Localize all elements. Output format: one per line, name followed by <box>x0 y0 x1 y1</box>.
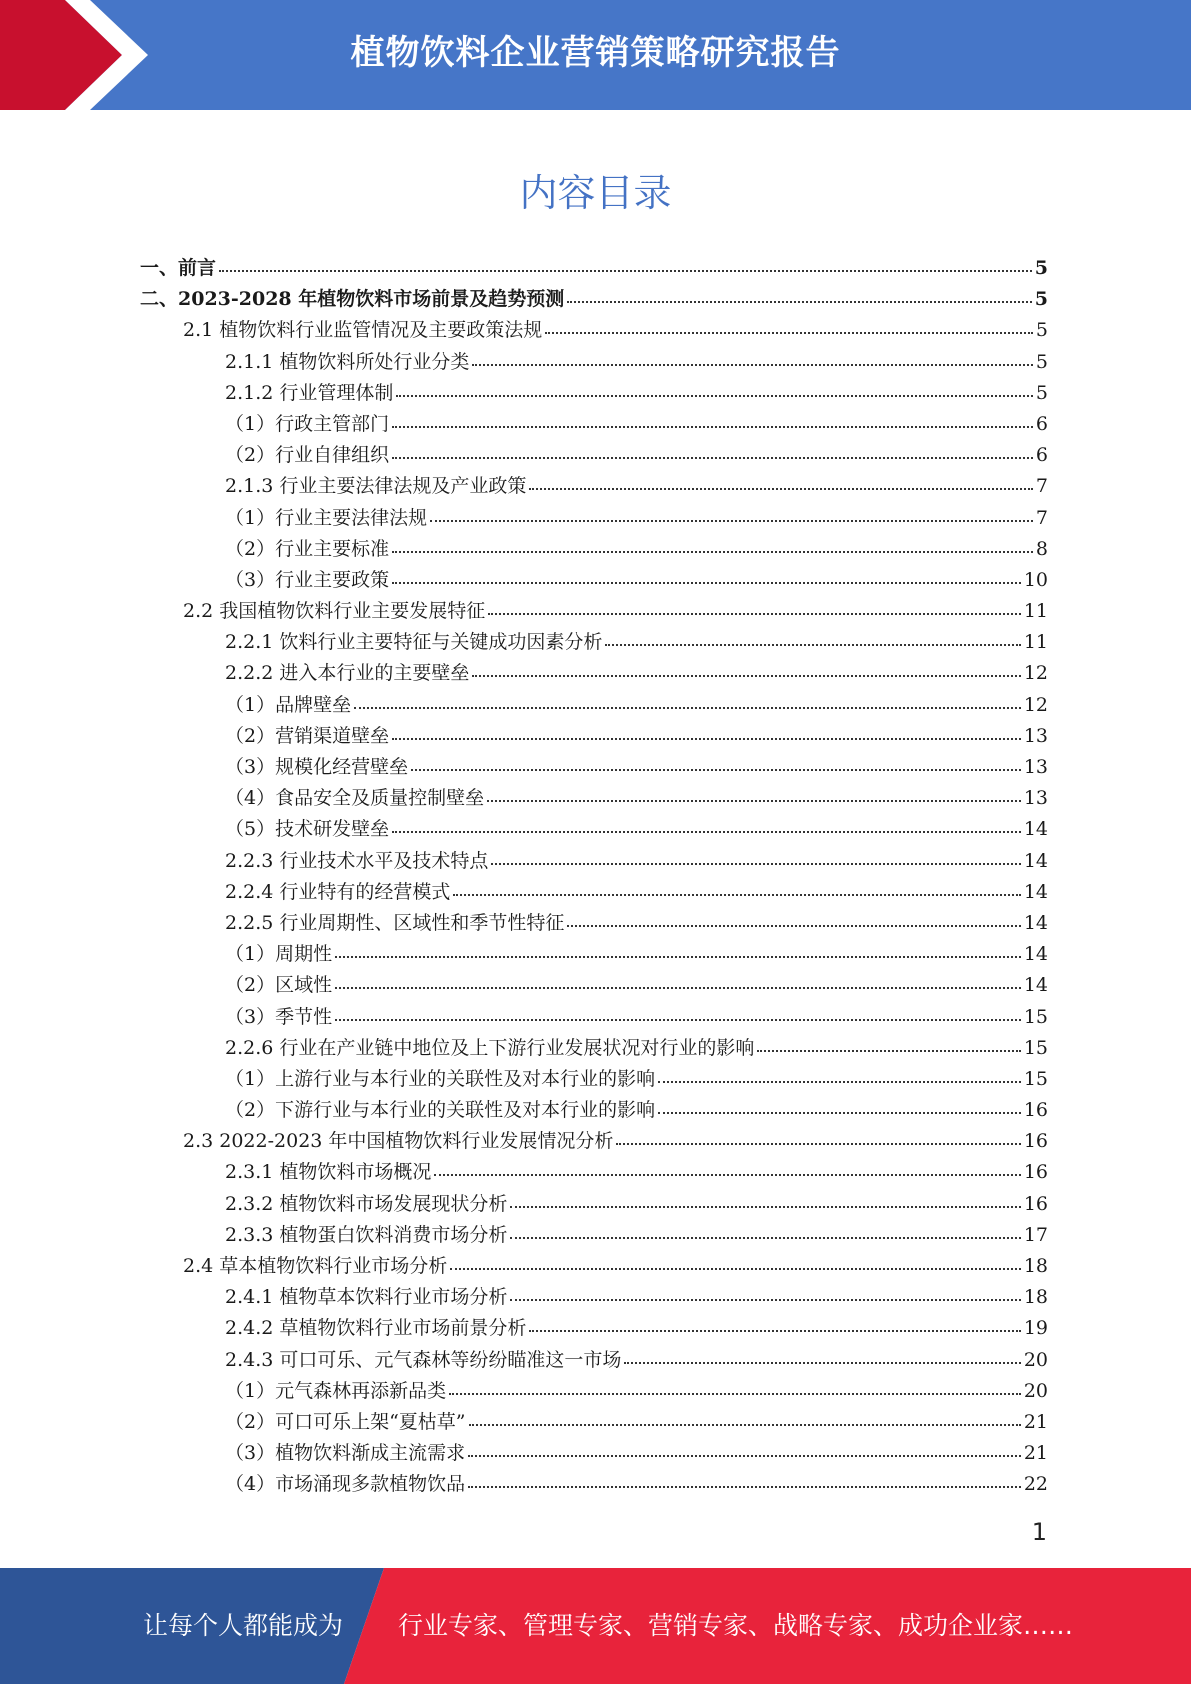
page-number: 1 <box>1031 1518 1047 1546</box>
toc-entry-label: （1）上游行业与本行业的关联性及对本行业的影响 <box>225 1067 656 1090</box>
toc-entry[interactable] <box>140 315 1048 346</box>
toc-entry-page: 8 <box>1035 537 1048 560</box>
toc-dot-leader <box>392 425 1033 428</box>
toc-entry-page: 20 <box>1023 1379 1048 1402</box>
toc-entry[interactable] <box>140 1251 1048 1282</box>
toc-entry[interactable] <box>140 721 1048 752</box>
toc-entry-label: 2.1 植物饮料行业监管情况及主要政策法规 <box>183 319 543 342</box>
toc-entry[interactable] <box>140 253 1048 284</box>
toc-dot-leader <box>354 706 1021 709</box>
toc-entry[interactable] <box>140 471 1048 502</box>
toc-dot-leader <box>510 1205 1020 1208</box>
toc-entry[interactable] <box>140 596 1048 627</box>
toc-dot-leader <box>392 581 1021 584</box>
toc-entry-label: （3）规模化经营壁垒 <box>225 756 409 778</box>
toc-dot-leader <box>449 1392 1021 1395</box>
toc-dot-leader <box>757 1049 1020 1052</box>
toc-dot-leader <box>335 955 1021 958</box>
toc-entry-page: 17 <box>1023 1223 1048 1246</box>
toc-dot-leader <box>529 1329 1020 1332</box>
toc-entry-label: 2.2.4 行业特有的经营模式 <box>225 880 451 903</box>
toc-entry[interactable] <box>140 1282 1048 1313</box>
toc-entry-label: （5）技术研发壁垒 <box>225 818 390 841</box>
toc-dot-leader <box>219 269 1032 272</box>
toc-entry-label: （2）行业自律组织 <box>225 444 390 467</box>
toc-entry-page: 18 <box>1023 1286 1048 1309</box>
toc-entry-label: 2.3 2022-2023 年中国植物饮料行业发展情况分析 <box>183 1130 614 1153</box>
toc-list <box>140 253 1048 1501</box>
toc-entry-page: 7 <box>1035 506 1048 529</box>
toc-entry-label: 2.3.3 植物蛋白饮料消费市场分析 <box>225 1223 508 1246</box>
toc-entry-label: 二、2023-2028 年植物饮料市场前景及趋势预测 <box>140 288 565 311</box>
toc-entry[interactable] <box>140 1189 1048 1220</box>
toc-entry-label: （3）季节性 <box>225 1005 333 1028</box>
toc-dot-leader <box>335 986 1021 989</box>
toc-entry-page: 6 <box>1035 444 1048 467</box>
toc-entry[interactable] <box>140 1376 1048 1407</box>
toc-dot-leader <box>529 487 1033 490</box>
toc-dot-leader <box>472 363 1033 366</box>
toc-dot-leader <box>392 550 1033 553</box>
toc-entry-page: 14 <box>1023 974 1048 997</box>
toc-entry[interactable] <box>140 440 1048 471</box>
footer-slogan-right: 行业专家、管理专家、营销专家、战略专家、成功企业家…… <box>398 1611 1074 1640</box>
toc-dot-leader <box>488 612 1021 615</box>
toc-dot-leader <box>510 1236 1020 1239</box>
toc-entry-page: 15 <box>1023 1067 1048 1090</box>
toc-dot-leader <box>469 1423 1021 1426</box>
toc-dot-leader <box>487 799 1021 802</box>
toc-entry-label: 2.4.3 可口可乐、元气森林等纷纷瞄准这一市场 <box>225 1348 622 1371</box>
toc-entry-label: （2）营销渠道壁垒 <box>225 724 390 747</box>
toc-dot-leader <box>392 830 1021 833</box>
toc-entry[interactable] <box>140 378 1048 409</box>
toc-entry-page: 21 <box>1023 1442 1048 1465</box>
toc-entry-page: 5 <box>1034 288 1048 311</box>
toc-entry[interactable] <box>140 1220 1048 1251</box>
toc-entry[interactable] <box>140 534 1048 565</box>
toc-dot-leader <box>567 924 1020 927</box>
toc-dot-leader <box>658 1080 1021 1083</box>
toc-entry-page: 6 <box>1035 412 1048 435</box>
toc-entry-label: （1）元气森林再添新品类 <box>225 1379 447 1402</box>
toc-entry-label: 2.4.2 草植物饮料行业市场前景分析 <box>225 1317 527 1340</box>
toc-entry-label: （2）下游行业与本行业的关联性及对本行业的影响 <box>225 1099 656 1122</box>
toc-dot-leader <box>453 893 1020 896</box>
toc-dot-leader <box>605 643 1020 646</box>
toc-dot-leader <box>567 300 1032 303</box>
toc-entry-label: 一、前言 <box>140 257 217 279</box>
toc-entry-page: 7 <box>1035 475 1048 498</box>
toc-entry[interactable] <box>140 783 1048 814</box>
toc-entry[interactable] <box>140 1345 1048 1376</box>
toc-entry[interactable] <box>140 503 1048 534</box>
toc-entry-label: 2.1.1 植物饮料所处行业分类 <box>225 350 470 373</box>
toc-dot-leader <box>396 394 1033 397</box>
toc-entry-label: （1）品牌壁垒 <box>225 693 352 716</box>
toc-dot-leader <box>510 1298 1020 1301</box>
toc-entry[interactable] <box>140 1095 1048 1126</box>
toc-entry[interactable] <box>140 284 1048 315</box>
toc-dot-leader <box>472 674 1020 677</box>
toc-entry[interactable] <box>140 565 1048 596</box>
toc-entry-label: （2）行业主要标准 <box>225 537 390 560</box>
toc-entry[interactable] <box>140 658 1048 689</box>
toc-entry[interactable] <box>140 752 1048 783</box>
toc-entry[interactable] <box>140 1033 1048 1064</box>
toc-entry-page: 5 <box>1035 319 1048 342</box>
toc-entry[interactable] <box>140 908 1048 939</box>
toc-entry-page: 14 <box>1023 943 1048 966</box>
toc-entry-label: （4）食品安全及质量控制壁垒 <box>225 787 485 810</box>
toc-entry-page: 22 <box>1023 1473 1048 1496</box>
toc-entry-page: 13 <box>1023 756 1048 778</box>
toc-dot-leader <box>335 1018 1021 1021</box>
toc-entry-label: 2.2 我国植物饮料行业主要发展特征 <box>183 600 486 623</box>
toc-dot-leader <box>434 1173 1020 1176</box>
toc-dot-leader <box>392 456 1033 459</box>
footer-band <box>0 1568 1191 1684</box>
toc-entry-page: 15 <box>1023 1005 1048 1028</box>
toc-entry-page: 16 <box>1023 1161 1048 1184</box>
toc-entry[interactable] <box>140 347 1048 378</box>
toc-entry-page: 5 <box>1035 350 1048 373</box>
toc-entry-label: （2）可口可乐上架“夏枯草” <box>225 1410 466 1433</box>
toc-entry[interactable] <box>140 409 1048 440</box>
toc-heading: 内容目录 <box>519 171 672 215</box>
toc-entry-label: （4）市场涌现多款植物饮品 <box>225 1473 466 1496</box>
toc-entry[interactable] <box>140 690 1048 721</box>
toc-entry[interactable] <box>140 1313 1048 1344</box>
toc-entry[interactable] <box>140 846 1048 877</box>
toc-entry[interactable] <box>140 1126 1048 1157</box>
toc-entry-label: 2.2.5 行业周期性、区域性和季节性特征 <box>225 911 565 934</box>
toc-entry[interactable] <box>140 627 1048 658</box>
toc-entry[interactable] <box>140 939 1048 970</box>
toc-entry-label: 2.4.1 植物草本饮料行业市场分析 <box>225 1286 508 1309</box>
toc-entry-page: 14 <box>1023 818 1048 841</box>
toc-entry-page: 14 <box>1023 849 1048 872</box>
toc-entry-label: 2.3.2 植物饮料市场发展现状分析 <box>225 1192 508 1215</box>
toc-entry[interactable] <box>140 970 1048 1001</box>
toc-entry[interactable] <box>140 1157 1048 1188</box>
toc-entry-page: 11 <box>1023 600 1048 623</box>
toc-dot-leader <box>430 519 1033 522</box>
toc-entry-label: 2.2.3 行业技术水平及技术特点 <box>225 849 489 872</box>
toc-dot-leader <box>450 1267 1021 1270</box>
toc-dot-leader <box>468 1485 1021 1488</box>
toc-dot-leader <box>491 862 1020 865</box>
toc-entry-page: 21 <box>1023 1410 1048 1433</box>
toc-entry-label: 2.2.1 饮料行业主要特征与关键成功因素分析 <box>225 631 603 654</box>
toc-dot-leader <box>411 768 1021 771</box>
toc-entry-page: 13 <box>1023 787 1048 810</box>
toc-entry-page: 16 <box>1023 1130 1048 1153</box>
toc-entry-label: （1）周期性 <box>225 943 333 966</box>
toc-entry-page: 5 <box>1034 257 1048 279</box>
toc-entry-page: 16 <box>1023 1192 1048 1215</box>
toc-dot-leader <box>616 1142 1020 1145</box>
toc-dot-leader <box>468 1454 1021 1457</box>
toc-dot-leader <box>624 1361 1020 1364</box>
toc-entry-page: 12 <box>1023 662 1048 685</box>
toc-entry-label: （3）植物饮料渐成主流需求 <box>225 1442 466 1465</box>
toc-entry-page: 11 <box>1023 631 1048 654</box>
toc-entry-page: 10 <box>1023 568 1048 591</box>
toc-entry[interactable] <box>140 1438 1048 1469</box>
report-title: 植物饮料企业营销策略研究报告 <box>350 33 841 73</box>
toc-entry-page: 5 <box>1035 381 1048 404</box>
toc-dot-leader <box>658 1111 1021 1114</box>
toc-entry[interactable] <box>140 1064 1048 1095</box>
toc-entry[interactable] <box>140 1469 1048 1500</box>
toc-entry-label: 2.1.3 行业主要法律法规及产业政策 <box>225 475 527 498</box>
toc-entry-page: 13 <box>1023 724 1048 747</box>
toc-entry[interactable] <box>140 814 1048 845</box>
toc-entry-label: 2.2.2 进入本行业的主要壁垒 <box>225 662 470 685</box>
footer-slogan-left: 让每个人都能成为 <box>143 1611 344 1640</box>
toc-entry-label: （3）行业主要政策 <box>225 568 390 591</box>
toc-entry-page: 16 <box>1023 1099 1048 1122</box>
toc-entry-page: 18 <box>1023 1255 1048 1277</box>
toc-entry-label: 2.2.6 行业在产业链中地位及上下游行业发展状况对行业的影响 <box>225 1036 755 1059</box>
toc-entry-page: 12 <box>1023 693 1048 716</box>
toc-entry[interactable] <box>140 1407 1048 1438</box>
toc-entry-label: 2.4 草本植物饮料行业市场分析 <box>183 1255 448 1277</box>
toc-entry[interactable] <box>140 877 1048 908</box>
toc-entry-label: 2.1.2 行业管理体制 <box>225 381 394 404</box>
toc-entry-page: 20 <box>1023 1348 1048 1371</box>
toc-entry-page: 14 <box>1023 880 1048 903</box>
toc-entry-label: （1）行业主要法律法规 <box>225 506 428 529</box>
toc-entry-page: 19 <box>1023 1317 1048 1340</box>
toc-entry-label: （1）行政主管部门 <box>225 412 390 435</box>
toc-entry-page: 14 <box>1023 911 1048 934</box>
toc-entry-page: 15 <box>1023 1036 1048 1059</box>
toc-entry-label: 2.3.1 植物饮料市场概况 <box>225 1161 432 1184</box>
toc-dot-leader <box>545 331 1033 334</box>
toc-entry[interactable] <box>140 1002 1048 1033</box>
toc-dot-leader <box>392 737 1021 740</box>
toc-entry-label: （2）区域性 <box>225 974 333 997</box>
header-band <box>0 0 1191 110</box>
